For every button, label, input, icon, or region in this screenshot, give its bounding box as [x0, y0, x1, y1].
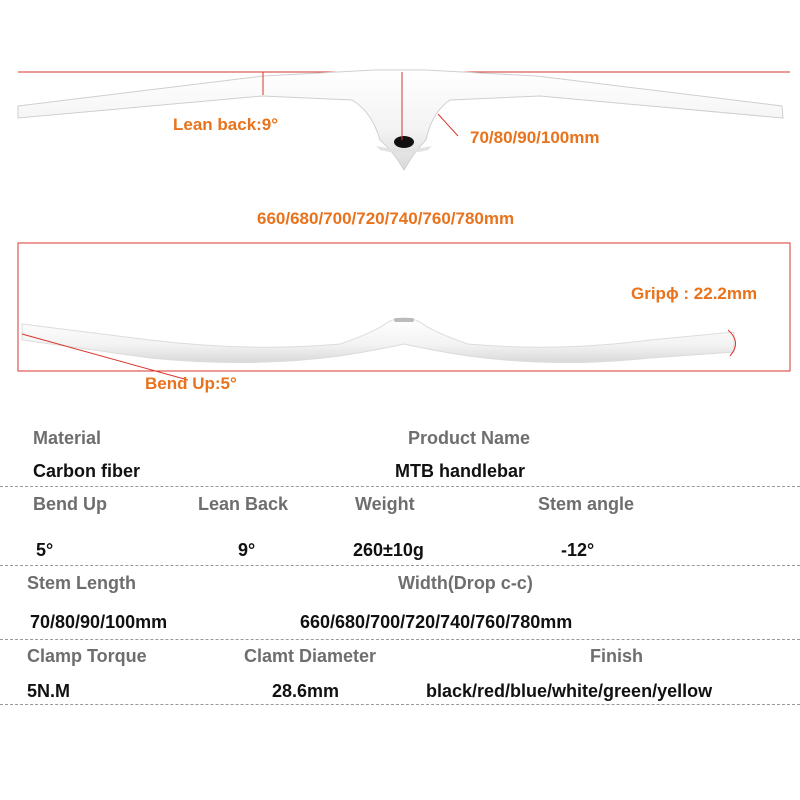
clamp-diameter-header: Clamt Diameter — [244, 646, 377, 666]
bend-up-label: Bend Up:5° — [145, 374, 237, 393]
clamp-diameter-value: 28.6mm — [272, 681, 340, 701]
finish-value: black/red/blue/white/green/yellow — [426, 681, 713, 701]
stem-top-cap — [394, 318, 414, 322]
width-header: Width(Drop c-c) — [398, 573, 533, 593]
finish-header: Finish — [590, 646, 643, 666]
material-value: Carbon fiber — [33, 461, 141, 481]
stem-length-marker-angled — [438, 114, 458, 136]
top-view — [18, 70, 790, 170]
material-header: Material — [33, 428, 102, 448]
product-name-value: MTB handlebar — [395, 461, 526, 481]
weight-header: Weight — [355, 494, 415, 514]
bend-up-header: Bend Up — [33, 494, 107, 514]
lean-back-label: Lean back:9° — [173, 115, 279, 134]
clamp-torque-header: Clamp Torque — [27, 646, 147, 666]
top-handlebar-shape — [18, 70, 783, 170]
stem-length-value: 70/80/90/100mm — [30, 612, 168, 632]
stem-bolt-hole — [394, 136, 414, 148]
stem-angle-header: Stem angle — [538, 494, 635, 514]
width-label: 660/680/700/720/740/760/780mm — [257, 209, 515, 228]
grip-label: Gripϕ : 22.2mm — [631, 284, 758, 303]
stem-length-header: Stem Length — [27, 573, 137, 593]
row-divider — [0, 704, 800, 705]
stem-angle-value: -12° — [561, 540, 595, 560]
bend-up-value: 5° — [36, 540, 54, 560]
width-value: 660/680/700/720/740/760/780mm — [300, 612, 573, 632]
row-divider — [0, 486, 800, 487]
front-handlebar-shape — [22, 318, 734, 363]
stem-length-label: 70/80/90/100mm — [470, 128, 600, 147]
front-view — [18, 243, 790, 380]
lean-back-value: 9° — [238, 540, 256, 560]
product-name-header: Product Name — [408, 428, 531, 448]
row-divider — [0, 565, 800, 566]
lean-back-header: Lean Back — [198, 494, 289, 514]
row-divider — [0, 639, 800, 640]
clamp-torque-value: 5N.M — [27, 681, 71, 701]
weight-value: 260±10g — [353, 540, 424, 560]
